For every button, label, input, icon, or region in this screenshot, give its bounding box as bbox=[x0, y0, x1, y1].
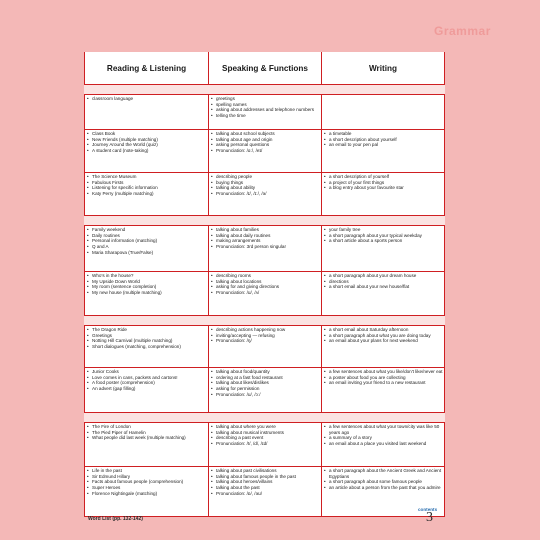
bullet-list bbox=[324, 273, 443, 290]
list-item: • your family tree bbox=[324, 227, 443, 233]
bullet-list bbox=[324, 174, 443, 191]
list-item: • buying things bbox=[211, 180, 320, 186]
separator-band bbox=[85, 216, 445, 226]
list-item: • a short article about a sports person bbox=[324, 238, 443, 244]
writing-cell bbox=[322, 423, 445, 467]
list-item: • My room (sentence completion) bbox=[87, 284, 207, 290]
writing-cell bbox=[322, 95, 445, 130]
bullet-list bbox=[324, 424, 443, 447]
bullet-list bbox=[211, 227, 320, 250]
list-item: • an email inviting your friend to a new restaurant bbox=[324, 380, 443, 386]
bullet-list bbox=[324, 369, 443, 386]
reading-cell bbox=[85, 423, 209, 467]
speaking-cell bbox=[209, 368, 322, 413]
list-item: • describing people bbox=[211, 174, 320, 180]
speaking-cell bbox=[209, 423, 322, 467]
list-item: • Who's in the house? bbox=[87, 273, 207, 279]
table-row bbox=[85, 368, 445, 413]
writing-cell bbox=[322, 326, 445, 368]
list-item: • talking about locations bbox=[211, 279, 320, 285]
bullet-list bbox=[211, 424, 320, 447]
list-item: • a short paragraph about your typical weekday bbox=[324, 233, 443, 239]
bullet-list bbox=[324, 468, 443, 491]
list-item: • a short email about your new house/flat bbox=[324, 284, 443, 290]
list-item: • Journey Around the World (quiz) bbox=[87, 142, 207, 148]
list-item: • Katy Perry (multiple matching) bbox=[87, 191, 207, 197]
list-item: • describing actions happening now bbox=[211, 327, 320, 333]
contents-link[interactable]: contents bbox=[418, 507, 438, 512]
bullet-list bbox=[324, 227, 443, 244]
list-item: • ordering at a fast food restaurant bbox=[211, 375, 320, 381]
list-item: • spelling names bbox=[211, 102, 320, 108]
bullet-list bbox=[211, 369, 320, 398]
reading-cell bbox=[85, 173, 209, 216]
list-item: • a short email about Saturday afternoon bbox=[324, 327, 443, 333]
list-item: • Maria Sharapova (True/False) bbox=[87, 250, 207, 256]
list-item: • greetings bbox=[211, 96, 320, 102]
list-item: • a short paragraph about what you are doing today bbox=[324, 333, 443, 339]
table-row bbox=[85, 423, 445, 467]
list-item: • talking about the past bbox=[211, 485, 320, 491]
list-item: • talking about food/quantity bbox=[211, 369, 320, 375]
bullet-list bbox=[324, 131, 443, 148]
bullet-list bbox=[87, 369, 207, 392]
list-item: • Class Book bbox=[87, 131, 207, 137]
section-separator bbox=[85, 316, 445, 326]
list-item: • Sir Edmund Hillary bbox=[87, 474, 207, 480]
list-item: • Pronunciation: /ɪ/, /ɪː/, /ə/ bbox=[211, 191, 320, 197]
list-item: • describing rooms bbox=[211, 273, 320, 279]
list-item: • Pronunciation: /ŋ/ bbox=[211, 338, 320, 344]
list-item: • Greetings bbox=[87, 333, 207, 339]
list-item: • a short description of yourself bbox=[324, 174, 443, 180]
list-item: • Junior Cooks bbox=[87, 369, 207, 375]
list-item: • The Science Museum bbox=[87, 174, 207, 180]
list-item: • asking for and giving directions bbox=[211, 284, 320, 290]
list-item: • talking about daily routines bbox=[211, 233, 320, 239]
list-item: • The Pied Piper of Hamelin bbox=[87, 430, 207, 436]
list-item: • Notting Hill Carnival (multiple matching) bbox=[87, 338, 207, 344]
page-number: 3 bbox=[426, 510, 433, 525]
list-item: • a blog entry about your favourite star bbox=[324, 185, 443, 191]
list-item: • Pronunciation: 3rd person singular bbox=[211, 244, 320, 250]
list-item: • talking about ability bbox=[211, 185, 320, 191]
header-reading-listening: Reading & Listening bbox=[85, 52, 209, 85]
header-writing: Writing bbox=[322, 52, 445, 85]
list-item: • Love comes in cans, packets and cartons! bbox=[87, 375, 207, 381]
list-item: • talking about past civilisations bbox=[211, 468, 320, 474]
section-separator bbox=[85, 216, 445, 226]
reading-cell bbox=[85, 95, 209, 130]
list-item: • talking about heroes/villains bbox=[211, 479, 320, 485]
reading-cell bbox=[85, 272, 209, 316]
list-item: • asking about addresses and telephone numbers bbox=[211, 107, 320, 113]
list-item: • My new house (multiple matching) bbox=[87, 290, 207, 296]
list-item: • a summary of a story bbox=[324, 435, 443, 441]
bullet-list bbox=[87, 424, 207, 441]
list-item: • a project of your first things bbox=[324, 180, 443, 186]
bullet-list bbox=[87, 174, 207, 197]
list-item: • What people did last week (multiple matching) bbox=[87, 435, 207, 441]
bullet-list bbox=[211, 273, 320, 296]
bullet-list bbox=[87, 227, 207, 256]
list-item: • Pronunciation: /t/, /d/, /ɪd/ bbox=[211, 441, 320, 447]
bullet-list bbox=[211, 174, 320, 197]
writing-cell bbox=[322, 130, 445, 173]
list-item: • Short dialogues (matching, comprehension) bbox=[87, 344, 207, 350]
writing-cell bbox=[322, 226, 445, 272]
reading-cell bbox=[85, 326, 209, 368]
contents-table bbox=[84, 52, 445, 517]
table-row bbox=[85, 326, 445, 368]
list-item: • talking about school subjects bbox=[211, 131, 320, 137]
speaking-cell bbox=[209, 467, 322, 517]
bullet-list bbox=[211, 327, 320, 344]
list-item: • a short paragraph about the Ancient Greek and Ancient Egyptians bbox=[324, 468, 443, 479]
separator-band bbox=[85, 85, 445, 95]
list-item: • classroom language bbox=[87, 96, 207, 102]
list-item: • Pronunciation: /ʊ/, /ɔː/ bbox=[211, 392, 320, 398]
bullet-list bbox=[87, 273, 207, 296]
writing-cell bbox=[322, 173, 445, 216]
list-item: • Listening for specific information bbox=[87, 185, 207, 191]
list-item: • Pronunciation: /ɑː/, /eɪ/ bbox=[211, 148, 320, 154]
list-item: • a poster about food you are collecting bbox=[324, 375, 443, 381]
list-item: • The Dragon Ride bbox=[87, 327, 207, 333]
bullet-list bbox=[87, 131, 207, 154]
reading-cell bbox=[85, 226, 209, 272]
list-item: • directions bbox=[324, 279, 443, 285]
list-item: • A student card (note-taking) bbox=[87, 148, 207, 154]
reading-cell bbox=[85, 467, 209, 517]
speaking-cell bbox=[209, 326, 322, 368]
speaking-cell bbox=[209, 95, 322, 130]
speaking-cell bbox=[209, 130, 322, 173]
writing-cell bbox=[322, 368, 445, 413]
list-item: • talking about famous people in the past bbox=[211, 474, 320, 480]
list-item: • an email about a place you visited last weekend bbox=[324, 441, 443, 447]
list-item: • an article about a person from the past that you admire bbox=[324, 485, 443, 491]
bullet-list bbox=[211, 468, 320, 497]
bullet-list bbox=[87, 327, 207, 350]
list-item: • a timetable bbox=[324, 131, 443, 137]
corner-section-label: Grammar bbox=[434, 24, 491, 38]
list-item: • a short description about yourself bbox=[324, 137, 443, 143]
contents-table-body bbox=[85, 85, 445, 517]
list-item: • talking about age and origin bbox=[211, 137, 320, 143]
list-item: • Q and A bbox=[87, 244, 207, 250]
list-item: • describing a past event bbox=[211, 435, 320, 441]
list-item: • Daily routines bbox=[87, 233, 207, 239]
reading-cell bbox=[85, 130, 209, 173]
list-item: • A food poster (comprehension) bbox=[87, 380, 207, 386]
bullet-list bbox=[87, 468, 207, 497]
word-list-link[interactable]: Word List (pp. 132-142) bbox=[88, 516, 143, 522]
section-separator bbox=[85, 413, 445, 423]
list-item: • The Fire of London bbox=[87, 424, 207, 430]
bullet-list bbox=[324, 327, 443, 344]
list-item: • asking for permission bbox=[211, 386, 320, 392]
speaking-cell bbox=[209, 173, 322, 216]
separator-band bbox=[85, 413, 445, 423]
table-row bbox=[85, 226, 445, 272]
list-item: • Pronunciation: /ɒ/, /əʊ/ bbox=[211, 491, 320, 497]
list-item: • Personal information (matching) bbox=[87, 238, 207, 244]
list-item: • Pronunciation: /ʊ/, /ʌ/ bbox=[211, 290, 320, 296]
table-row bbox=[85, 272, 445, 316]
header-speaking-functions: Speaking & Functions bbox=[209, 52, 322, 85]
list-item: • My Upside Down World bbox=[87, 279, 207, 285]
bullet-list bbox=[211, 96, 320, 119]
list-item: • talking about likes/dislikes bbox=[211, 380, 320, 386]
speaking-cell bbox=[209, 226, 322, 272]
list-item: • talking about musical instruments bbox=[211, 430, 320, 436]
list-item: • a few sentences about what you like/don't like/never eat bbox=[324, 369, 443, 375]
list-item: • inviting/accepting — refusing bbox=[211, 333, 320, 339]
reading-cell bbox=[85, 368, 209, 413]
list-item: • An advert (gap filling) bbox=[87, 386, 207, 392]
list-item: • Family weekend bbox=[87, 227, 207, 233]
list-item: • Facts about famous people (comprehension) bbox=[87, 479, 207, 485]
table-row bbox=[85, 95, 445, 130]
list-item: • talking about families bbox=[211, 227, 320, 233]
section-separator bbox=[85, 85, 445, 95]
list-item: • Florence Nightingale (matching) bbox=[87, 491, 207, 497]
list-item: • an email to your pen pal bbox=[324, 142, 443, 148]
list-item: • telling the time bbox=[211, 113, 320, 119]
bullet-list bbox=[87, 96, 207, 102]
list-item: • making arrangements bbox=[211, 238, 320, 244]
table-row bbox=[85, 130, 445, 173]
table-row bbox=[85, 173, 445, 216]
table-row bbox=[85, 467, 445, 517]
list-item: • New Friends (multiple matching) bbox=[87, 137, 207, 143]
list-item: • talking about where you were bbox=[211, 424, 320, 430]
list-item: • Super Heroes bbox=[87, 485, 207, 491]
list-item: • a short paragraph about your dream house bbox=[324, 273, 443, 279]
speaking-cell bbox=[209, 272, 322, 316]
list-item: • a few sentences about what your town/city was like 50 years ago bbox=[324, 424, 443, 435]
contents-sheet bbox=[84, 52, 444, 510]
list-item: • Fabulous Firsts bbox=[87, 180, 207, 186]
list-item: • a short paragraph about some famous people bbox=[324, 479, 443, 485]
separator-band bbox=[85, 316, 445, 326]
writing-cell bbox=[322, 272, 445, 316]
bullet-list bbox=[211, 131, 320, 154]
list-item: • Life in the past bbox=[87, 468, 207, 474]
list-item: • an email about your plans for next weekend bbox=[324, 338, 443, 344]
list-item: • asking personal questions bbox=[211, 142, 320, 148]
